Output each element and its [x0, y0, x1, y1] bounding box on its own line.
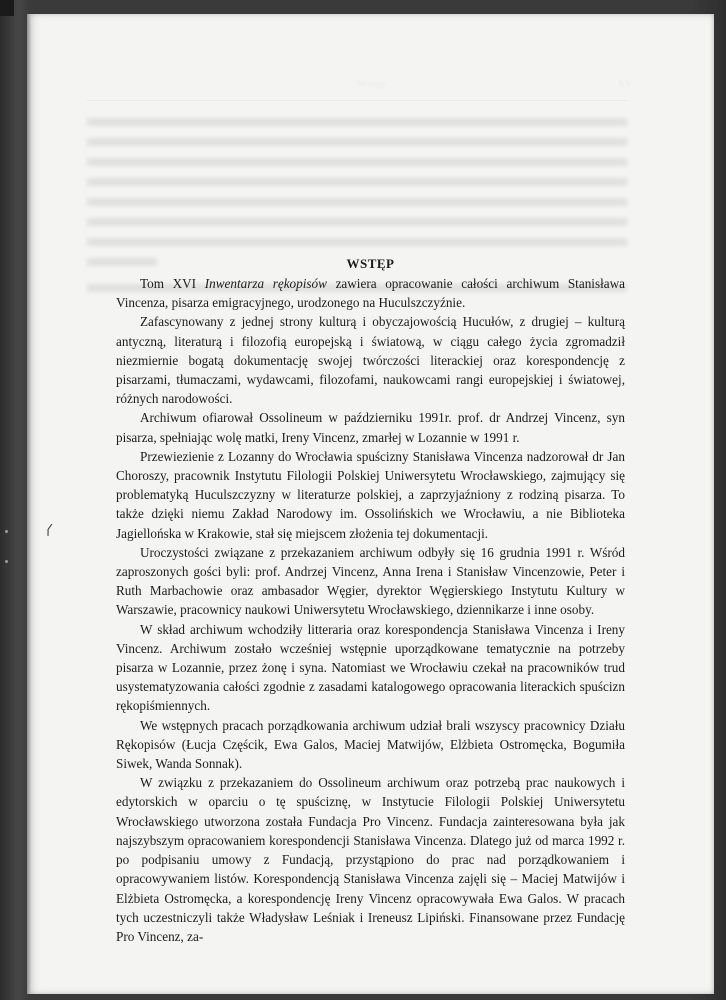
- paragraph-italic-title: Inwentarza rękopisów: [204, 276, 327, 291]
- paragraph: Przewiezienie z Lozanny do Wrocławia spuścizny Stanisława Vincenza nadzorował dr Jan Choroszy, pracownik Instytutu Filologii Polskiej Uniwersytetu Wrocławskiego, zajmujący się problematyką Huculszczyzny w literaturze polskiej, a zaprzyjaźniony z rodziną pisarza. To także dzięki niemu Zakład Narodowy im. Ossolińskich we Wrocławiu, a nie Biblioteka Jagiellońska w Krakowie, stał się miejscem złożenia tej dokumentacji.: [116, 448, 625, 541]
- bleed-header-right: [617, 78, 633, 90]
- bleed-line: [87, 158, 627, 166]
- paragraph: Archiwum ofiarował Ossolineum w październiku 1991r. prof. dr Andrzej Vincenz, syn pisarza, spełniając wolę matki, Ireny Vincenz, zmarłej w Lozannie w 1991 r.: [116, 410, 625, 445]
- paragraph: W skład archiwum wchodziły litteraria oraz korespondencja Stanisława Vincenza i Ireny Vincenz. Archiwum zostało wcześniej wstępnie uporządkowane tematycznie na potrzeby pisarza w Lozannie, przez żonę i syna. Natomiast we Wrocławiu czekał na pracowników trud usystematyzowania całości zgodnie z zasadami katalogowego opracowania literackich spuścizn rękopiśmiennych.: [116, 621, 625, 714]
- paragraph: [116, 274, 625, 312]
- paragraph: Zafascynowany z jednej strony kulturą i obyczajowością Hucułów, z drugiej – kulturą antyczną, literaturą i filozofią europejską i światową, w ciągu całego życia zgromadził niezmiernie bogatą dokumentację swojej twórczości literackiej oraz korespondencję z pisarzami, tłumaczami, wydawcami, filozofami, naukowcami rangi europejskiej i światowej, różnych narodowości.: [116, 314, 625, 407]
- bleed-line: [87, 198, 627, 206]
- bleed-line: [87, 118, 627, 126]
- body-text: [116, 274, 625, 946]
- bleed-line: [87, 238, 627, 246]
- bleed-header-left: [357, 78, 385, 90]
- paragraph-text: zawiera opracowanie całości archiwum Stanisława Vincenza, pisarza emigracyjnego, urodzonego na Huculszczyźnie.: [116, 276, 625, 311]
- section-title: WSTĘP: [346, 256, 395, 271]
- scan-speck: [5, 560, 8, 563]
- page-binding-edge: [27, 14, 31, 994]
- paragraph-text: Tom XVI: [140, 276, 205, 291]
- bleed-line: [87, 178, 627, 186]
- scan-corner-mark: [0, 0, 14, 16]
- paragraph: Uroczystości związane z przekazaniem archiwum odbyły się 16 grudnia 1991 r. Wśród zaproszonych gości byli: prof. Andrzej Vincenz, Anna Irena i Stanisław Vincenzowie, Peter i Ruth Marbachowie oraz ambasador Węgier, dyrektor Węgierskiego Instytutu Kultury w Warszawie, pracownicy naukowi Uniwersytetu Wrocławskiego, dziennikarze i inne osoby.: [116, 544, 625, 618]
- margin-annotation: ⟨: [43, 522, 54, 539]
- scan-speck: [5, 530, 8, 533]
- bleed-line: [87, 218, 627, 226]
- paragraph: We wstępnych pracach porządkowania archiwum udział brali wszyscy pracownicy Działu Rękopisów (Łucja Częścik, Ewa Galos, Maciej Matwijów, Elżbieta Ostromęcka, Bogumiła Siwek, Wanda Sonnak).: [116, 717, 625, 772]
- paragraph: W związku z przekazaniem do Ossolineum archiwum oraz potrzebą prac naukowych i edytorskich w oparciu o tę spuściznę, w Instytucie Filologii Polskiej Uniwersytetu Wrocławskiego utworzona została Fundacja Pro Vincenz. Fundacja zainteresowana była jak najszybszym opracowaniem korespondencji Stanisława Vincenza. Dlatego już od marca 1992 r. po podpisaniu umowy z Fundacją, przystąpiono do prac nad porządkowaniem i opracowywaniem listów. Korespondencją Stanisława Vincenza zajęli się – Maciej Matwijów i Elżbieta Ostromęcka, a korespondencję Ireny Vincenz opracowywała Ewa Galos. W pracach tych uczestniczyli także Władysław Leśniak i Ireneusz Lipiński. Finansowane przez Fundację Pro Vincenz, za-: [116, 775, 625, 944]
- bleed-rule: [87, 100, 627, 101]
- bleed-line: [87, 138, 627, 146]
